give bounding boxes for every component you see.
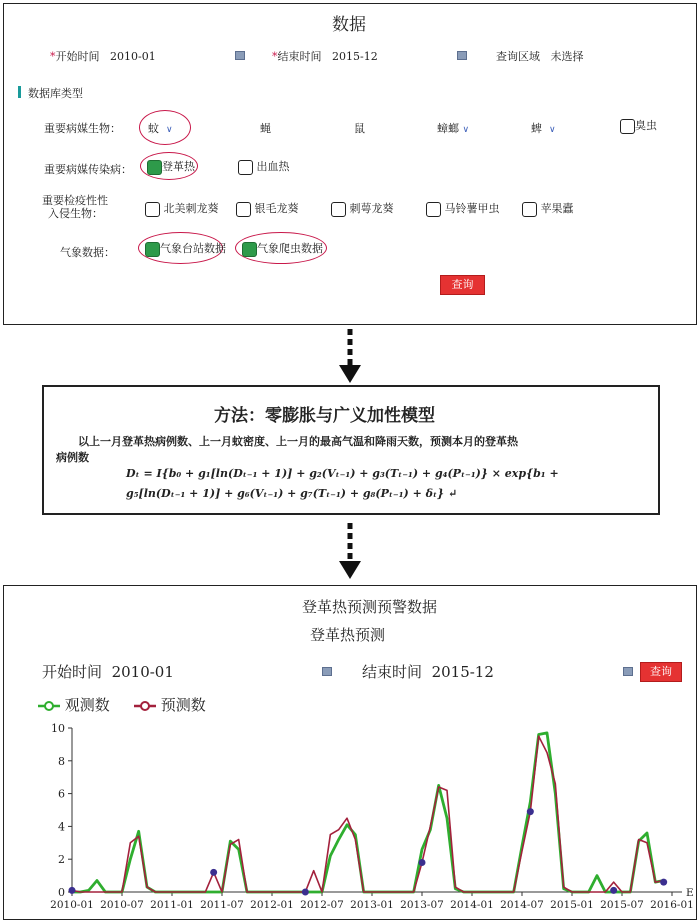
y-tick-label: 8 xyxy=(58,754,65,768)
forecast-subtitle: 登革热预测 xyxy=(310,626,386,644)
forecast-end-field[interactable] xyxy=(362,661,494,682)
x-tick-label: 2015-01 xyxy=(550,899,594,911)
region-field[interactable] xyxy=(496,48,584,64)
end-time-label: 结束时间 xyxy=(277,50,322,63)
data-point-marker xyxy=(527,808,534,815)
checkbox-checked[interactable] xyxy=(145,242,160,257)
invasive-checkbox-5[interactable] xyxy=(522,200,574,217)
chevron-down-icon: ∨ xyxy=(549,125,556,135)
forecast-chart xyxy=(4,716,694,919)
checkbox[interactable] xyxy=(238,160,253,175)
invasive-checkbox-2[interactable] xyxy=(236,200,299,217)
series-line-observed xyxy=(72,733,664,892)
invasive-label xyxy=(42,194,108,220)
checkbox-label: 北美刺龙葵 xyxy=(163,202,219,215)
data-point-marker xyxy=(419,859,426,866)
x-tick-label: 2015-07 xyxy=(600,899,644,911)
disease-label: 重要病媒传染病： xyxy=(44,163,132,176)
invasive-checkbox-4[interactable] xyxy=(426,200,500,217)
invasive-label-line2: 入侵生物： xyxy=(48,207,103,220)
y-tick-label: 4 xyxy=(58,820,65,834)
calendar-icon[interactable] xyxy=(457,51,467,60)
checkbox[interactable] xyxy=(331,202,346,217)
checkbox-label: 银毛龙葵 xyxy=(254,202,299,215)
data-point-marker xyxy=(302,889,309,896)
legend-observed[interactable] xyxy=(38,694,110,715)
query-button[interactable]: 查询 xyxy=(440,275,485,295)
invasive-checkbox-3[interactable] xyxy=(331,200,394,217)
legend-label: 观测数 xyxy=(64,696,110,714)
x-tick-label: 2011-07 xyxy=(200,899,244,911)
y-tick-label: 10 xyxy=(51,722,65,735)
query-panel xyxy=(3,3,697,325)
invasive-label-line1: 重要检疫性性 xyxy=(42,194,108,207)
checkbox-label: 刺萼龙葵 xyxy=(349,202,394,215)
y-tick-label: 0 xyxy=(58,886,65,899)
vector-select-mosquito[interactable] xyxy=(148,120,173,136)
vector-option-fly[interactable]: 蝇 xyxy=(260,122,271,135)
vector-select-cockroach[interactable] xyxy=(437,120,469,136)
calendar-icon[interactable] xyxy=(235,51,245,60)
method-panel xyxy=(42,385,660,515)
vector-option-label: 蟑螂 xyxy=(437,122,459,135)
method-desc-line2: 病例数 xyxy=(56,451,89,464)
series-line-predicted xyxy=(72,736,664,892)
end-time-field[interactable]: *结束时间 2015-12 xyxy=(272,50,378,63)
legend-predicted[interactable] xyxy=(134,694,206,715)
end-time-label: 结束时间 xyxy=(362,663,423,681)
x-tick-label: 2016-01 xyxy=(650,899,694,911)
x-tick-label: 2010-01 xyxy=(50,899,94,911)
start-time-label: 开始时间 xyxy=(55,50,100,63)
checkbox-label: 出血热 xyxy=(256,160,290,173)
data-point-marker xyxy=(69,887,76,894)
weather-label: 气象数据： xyxy=(60,246,115,259)
vector-select-tick[interactable] xyxy=(531,120,556,136)
method-title: 方法：零膨胀与广义加性模型 xyxy=(214,406,435,426)
disease-checkbox-hemorrhagic[interactable] xyxy=(238,158,290,175)
x-tick-label: 2013-01 xyxy=(350,899,394,911)
weather-checkbox-station[interactable] xyxy=(145,240,226,257)
down-arrow-icon xyxy=(335,327,365,385)
x-tick-label: 2012-07 xyxy=(300,899,344,911)
checkbox[interactable] xyxy=(236,202,251,217)
start-time-field[interactable]: *开始时间 2010-01 xyxy=(50,50,156,63)
checkbox-label: 气象爬虫数据 xyxy=(257,242,323,255)
start-time-value[interactable]: 2010-01 xyxy=(111,663,174,681)
vector-label: 重要病媒生物： xyxy=(44,122,121,135)
y-tick-label: 6 xyxy=(58,787,65,801)
legend-line-icon xyxy=(38,700,60,712)
db-type-label: 数据库类型 xyxy=(28,87,83,100)
checkbox-label: 登革热 xyxy=(162,160,195,173)
calendar-icon[interactable] xyxy=(322,667,332,676)
vector-option-label: 蚊 xyxy=(148,122,159,135)
start-time-value[interactable]: 2010-01 xyxy=(110,50,156,63)
formula-line1: Dₜ = I{b₀ + g₁[ln(Dₜ₋₁ + 1)] + g₂(Vₜ₋₁) + g₃(Tₜ₋₁) + g₄(Pₜ₋₁)} × exp{b₁ + xyxy=(126,467,559,480)
checkbox-checked[interactable] xyxy=(147,160,162,175)
vector-option-label: 蜱 xyxy=(531,122,542,135)
forecast-start-field[interactable] xyxy=(42,661,174,682)
x-axis-end-label: E xyxy=(686,887,694,899)
query-title: 数据 xyxy=(332,15,366,35)
data-point-marker xyxy=(610,887,617,894)
checkbox[interactable] xyxy=(522,202,537,217)
section-marker xyxy=(18,86,21,98)
checkbox-label: 苹果蠹 xyxy=(540,202,574,215)
checkbox[interactable] xyxy=(145,202,160,217)
checkbox-label: 马铃薯甲虫 xyxy=(444,202,500,215)
checkbox-label: 臭虫 xyxy=(635,119,657,132)
start-time-label: 开始时间 xyxy=(42,663,103,681)
down-arrow-icon xyxy=(335,521,365,581)
x-tick-label: 2014-01 xyxy=(450,899,494,911)
x-tick-label: 2014-07 xyxy=(500,899,544,911)
x-tick-label: 2012-01 xyxy=(250,899,294,911)
data-point-marker xyxy=(660,879,667,886)
x-tick-label: 2011-01 xyxy=(150,899,194,911)
data-point-marker xyxy=(210,869,217,876)
disease-checkbox-dengue[interactable] xyxy=(147,158,195,175)
formula-line2: g₅[ln(Dₜ₋₁ + 1)] + g₆(Vₜ₋₁) + g₇(Tₜ₋₁) + g₈(Pₜ₋₁) + δₜ} ↵ xyxy=(126,487,458,500)
method-desc-line1: 以上一月登革热病例数、上一月蚊密度、上一月的最高气温和降雨天数，预测本月的登革热 xyxy=(78,435,518,448)
region-value[interactable]: 未选择 xyxy=(550,50,584,63)
checkbox[interactable] xyxy=(620,119,635,134)
checkbox-label: 气象台站数据 xyxy=(160,242,226,255)
region-label: 查询区域 xyxy=(496,50,540,63)
x-tick-label: 2013-07 xyxy=(400,899,444,911)
forecast-title: 登革热预测预警数据 xyxy=(302,598,438,616)
legend-line-icon xyxy=(134,700,156,712)
chevron-down-icon: ∨ xyxy=(166,125,173,135)
checkbox-checked[interactable] xyxy=(242,242,257,257)
checkbox[interactable] xyxy=(426,202,441,217)
invasive-checkbox-1[interactable] xyxy=(145,200,219,217)
legend-label: 预测数 xyxy=(160,696,206,714)
x-tick-label: 2010-07 xyxy=(100,899,144,911)
y-tick-label: 2 xyxy=(58,853,65,867)
forecast-panel xyxy=(3,585,697,920)
forecast-query-button[interactable]: 查询 xyxy=(640,662,682,682)
calendar-icon[interactable] xyxy=(623,667,633,676)
end-time-value[interactable]: 2015-12 xyxy=(431,663,494,681)
vector-checkbox-bedbug[interactable] xyxy=(620,117,657,134)
weather-checkbox-crawler[interactable] xyxy=(242,240,323,257)
end-time-value[interactable]: 2015-12 xyxy=(332,50,378,63)
chevron-down-icon: ∨ xyxy=(462,125,470,135)
vector-option-rat[interactable]: 鼠 xyxy=(354,122,365,135)
